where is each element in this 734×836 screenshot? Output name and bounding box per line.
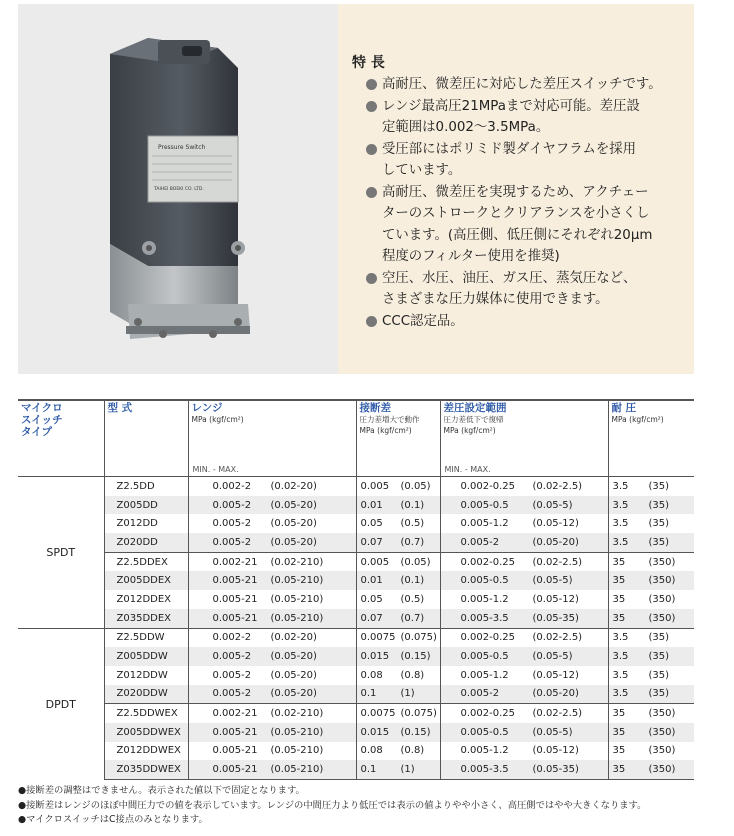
model-cell: Z035DDWEX: [104, 760, 188, 779]
table-row: [18, 685, 694, 704]
table-row: [18, 552, 694, 571]
model-cell: Z012DD: [104, 514, 188, 533]
setting-range-cell: 0.005-0.5 (0.05-5): [440, 571, 608, 590]
table-row: [18, 496, 694, 515]
range-cell: 0.002-2 (0.02-20): [188, 477, 356, 496]
bullet-icon: [366, 144, 377, 155]
range-cell: 0.005-21 (0.05-210): [188, 723, 356, 742]
setting-range-cell: 0.002-0.25 (0.02-2.5): [440, 552, 608, 571]
model-cell: Z012DDEX: [104, 590, 188, 609]
differential-cell: 0.1 (1): [356, 760, 440, 779]
header-setting-range: 差圧設定範囲 圧力差低下で復帰 MPa (kgf/cm²): [440, 400, 608, 449]
proof-pressure-cell: 3.5 (35): [608, 628, 694, 647]
model-cell: Z012DDW: [104, 666, 188, 685]
table-row: [18, 704, 694, 723]
differential-cell: 0.015 (0.15): [356, 723, 440, 742]
setting-range-cell: 0.002-0.25 (0.02-2.5): [440, 477, 608, 496]
minmax-label: MIN. - MAX.: [440, 449, 608, 477]
pressure-switch-image: [18, 4, 338, 374]
bullet-icon: [366, 101, 377, 112]
differential-cell: 0.01 (0.1): [356, 496, 440, 515]
range-cell: 0.005-2 (0.05-20): [188, 647, 356, 666]
proof-pressure-cell: 35 (350): [608, 760, 694, 779]
bullet-icon: [366, 187, 377, 198]
model-cell: Z020DD: [104, 533, 188, 552]
footnote: ●接断差はレンジのほぼ中間圧力での値を表示しています。レンジの中間圧力より低圧では表示の値よりやや小さく、高圧側ではやや大きくなります。: [18, 799, 647, 811]
bullet-icon: [366, 316, 377, 327]
feature-item: 高耐圧、微差圧を実現するため、アクチェー ターのストロークとクリアランスを小さくし ています。(高圧側、低圧側にそれぞれ20μm 程度のフィルター使用を推奨): [366, 182, 692, 268]
differential-cell: 0.07 (0.7): [356, 533, 440, 552]
proof-pressure-cell: 35 (350): [608, 742, 694, 761]
setting-range-cell: 0.002-0.25 (0.02-2.5): [440, 704, 608, 723]
proof-pressure-cell: 35 (350): [608, 590, 694, 609]
proof-pressure-cell: 35 (350): [608, 571, 694, 590]
differential-cell: 0.08 (0.8): [356, 742, 440, 761]
table-row: [18, 514, 694, 533]
table-row: [18, 533, 694, 552]
setting-range-cell: 0.002-0.25 (0.02-2.5): [440, 628, 608, 647]
setting-range-cell: 0.005-1.2 (0.05-12): [440, 666, 608, 685]
table-row: [18, 477, 694, 496]
range-cell: 0.005-21 (0.05-210): [188, 742, 356, 761]
setting-range-cell: 0.005-2 (0.05-20): [440, 533, 608, 552]
spec-table: [18, 399, 694, 780]
range-cell: 0.005-2 (0.05-20): [188, 514, 356, 533]
range-cell: 0.005-21 (0.05-210): [188, 571, 356, 590]
table-row: [18, 647, 694, 666]
differential-cell: 0.08 (0.8): [356, 666, 440, 685]
differential-cell: 0.05 (0.5): [356, 590, 440, 609]
feature-item: 受圧部にはポリミド製ダイヤフラムを採用 しています。: [366, 139, 692, 182]
setting-range-cell: 0.005-1.2 (0.05-12): [440, 742, 608, 761]
svg-text:TAIHEI BOEKI CO. LTD.: TAIHEI BOEKI CO. LTD.: [154, 187, 204, 192]
switch-type-cell: SPDT: [18, 477, 104, 629]
table-row: [18, 666, 694, 685]
feature-item: CCC認定品。: [366, 311, 692, 333]
differential-cell: 0.005 (0.05): [356, 477, 440, 496]
model-cell: Z2.5DDWEX: [104, 704, 188, 723]
feature-item: 高耐圧、微差圧に対応した差圧スイッチです。: [366, 74, 692, 96]
header-micro-switch-type: マイクロ スイッチ タイプ: [18, 400, 104, 449]
differential-cell: 0.05 (0.5): [356, 514, 440, 533]
differential-cell: 0.0075 (0.075): [356, 704, 440, 723]
footnote: ●接断差の調整はできません。表示された値以下で固定となります。: [18, 785, 305, 796]
model-cell: Z005DDEX: [104, 571, 188, 590]
table-row: [18, 609, 694, 628]
proof-pressure-cell: 3.5 (35): [608, 514, 694, 533]
spec-table-body: [18, 477, 694, 780]
minmax-label: MIN. - MAX.: [188, 449, 356, 477]
feature-item: 空圧、水圧、油圧、ガス圧、蒸気圧など、 さまざまな圧力媒体に使用できます。: [366, 268, 692, 311]
table-row: [18, 742, 694, 761]
table-row: [18, 760, 694, 779]
range-cell: 0.005-21 (0.05-210): [188, 609, 356, 628]
header-proof-pressure: 耐 圧 MPa (kgf/cm²): [608, 400, 694, 449]
proof-pressure-cell: 35 (350): [608, 552, 694, 571]
differential-cell: 0.015 (0.15): [356, 647, 440, 666]
proof-pressure-cell: 35 (350): [608, 609, 694, 628]
range-cell: 0.005-21 (0.05-210): [188, 760, 356, 779]
proof-pressure-cell: 3.5 (35): [608, 666, 694, 685]
footnote: ●マイクロスイッチはC接点のみとなります。: [18, 814, 208, 825]
table-row: [18, 571, 694, 590]
bullet-icon: [366, 79, 377, 90]
differential-cell: 0.1 (1): [356, 685, 440, 704]
model-cell: Z2.5DD: [104, 477, 188, 496]
range-cell: 0.002-21 (0.02-210): [188, 704, 356, 723]
feature-item: レンジ最高圧21MPaまで対応可能。差圧設 定範囲は0.002～3.5MPa。: [366, 96, 692, 139]
range-cell: 0.002-21 (0.02-210): [188, 552, 356, 571]
features-panel: [338, 4, 694, 374]
bullet-icon: [366, 273, 377, 284]
setting-range-cell: 0.005-1.2 (0.05-12): [440, 590, 608, 609]
model-cell: Z035DDEX: [104, 609, 188, 628]
model-cell: Z020DDW: [104, 685, 188, 704]
header-model: 型 式: [104, 400, 188, 449]
svg-text:Pressure Switch: Pressure Switch: [158, 144, 206, 151]
model-cell: Z005DDWEX: [104, 723, 188, 742]
table-row: [18, 628, 694, 647]
range-cell: 0.005-2 (0.05-20): [188, 496, 356, 515]
differential-cell: 0.01 (0.1): [356, 571, 440, 590]
table-row: [18, 590, 694, 609]
setting-range-cell: 0.005-2 (0.05-20): [440, 685, 608, 704]
header-range: レンジ MPa (kgf/cm²): [188, 400, 356, 449]
header-differential: 接断差 圧力差増大で動作 MPa (kgf/cm²): [356, 400, 440, 449]
product-photo: [18, 4, 338, 374]
features-list: [366, 74, 692, 332]
footnotes: [18, 784, 646, 828]
proof-pressure-cell: 3.5 (35): [608, 685, 694, 704]
table-row: [18, 723, 694, 742]
switch-type-cell: DPDT: [45, 697, 76, 711]
proof-pressure-cell: 3.5 (35): [608, 533, 694, 552]
differential-cell: 0.0075 (0.075): [356, 628, 440, 647]
proof-pressure-cell: 3.5 (35): [608, 477, 694, 496]
model-cell: Z005DDW: [104, 647, 188, 666]
proof-pressure-cell: 3.5 (35): [608, 496, 694, 515]
setting-range-cell: 0.005-3.5 (0.05-35): [440, 609, 608, 628]
range-cell: 0.005-2 (0.05-20): [188, 685, 356, 704]
range-cell: 0.005-2 (0.05-20): [188, 533, 356, 552]
range-cell: 0.005-21 (0.05-210): [188, 590, 356, 609]
model-cell: Z2.5DDEX: [104, 552, 188, 571]
setting-range-cell: 0.005-0.5 (0.05-5): [440, 723, 608, 742]
differential-cell: 0.005 (0.05): [356, 552, 440, 571]
proof-pressure-cell: 35 (350): [608, 704, 694, 723]
proof-pressure-cell: 3.5 (35): [608, 647, 694, 666]
model-cell: Z2.5DDW: [104, 628, 188, 647]
setting-range-cell: 0.005-0.5 (0.05-5): [440, 647, 608, 666]
setting-range-cell: 0.005-0.5 (0.05-5): [440, 496, 608, 515]
proof-pressure-cell: 35 (350): [608, 723, 694, 742]
range-cell: 0.002-2 (0.02-20): [188, 628, 356, 647]
setting-range-cell: 0.005-3.5 (0.05-35): [440, 760, 608, 779]
model-cell: Z005DD: [104, 496, 188, 515]
features-title: 特 長: [352, 55, 385, 71]
model-cell: Z012DDWEX: [104, 742, 188, 761]
range-cell: 0.005-2 (0.05-20): [188, 666, 356, 685]
differential-cell: 0.07 (0.7): [356, 609, 440, 628]
setting-range-cell: 0.005-1.2 (0.05-12): [440, 514, 608, 533]
